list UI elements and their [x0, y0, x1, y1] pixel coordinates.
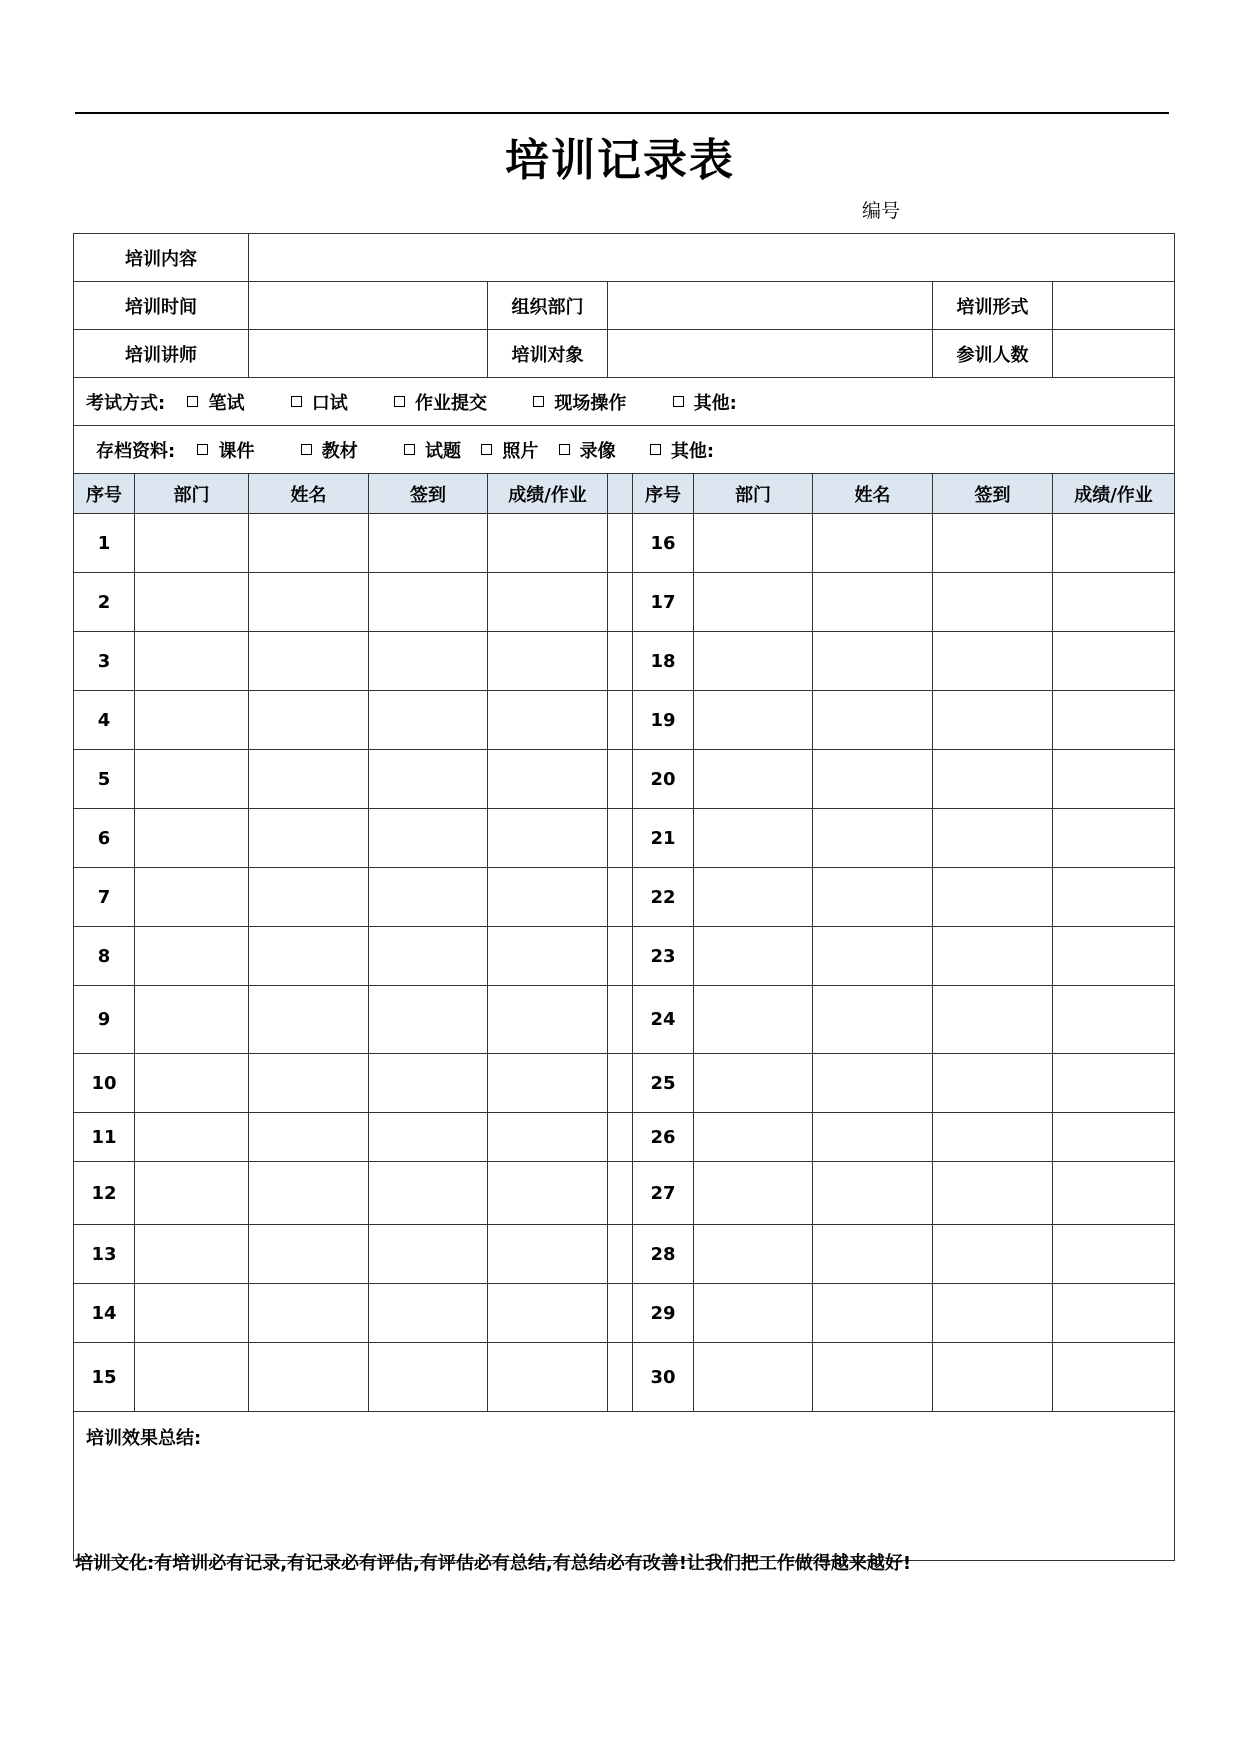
checkbox-icon[interactable]: [650, 444, 661, 455]
checkbox-icon[interactable]: [404, 444, 415, 455]
row-number: 17: [633, 573, 694, 632]
summary-label: 培训效果总结:: [86, 1428, 202, 1449]
row-number: 9: [74, 986, 135, 1054]
score-cell[interactable]: [488, 1343, 608, 1412]
archive-cell: [74, 426, 1175, 474]
signin-cell[interactable]: [369, 927, 488, 986]
dept-cell[interactable]: [135, 1162, 249, 1225]
row-number: 12: [74, 1162, 135, 1225]
signin-cell[interactable]: [933, 1113, 1053, 1162]
signin-cell[interactable]: [933, 514, 1053, 573]
archive-label: 存档资料:: [96, 440, 176, 462]
dept-cell[interactable]: [694, 1225, 813, 1284]
exam-option-onsite[interactable]: 现场操作: [533, 389, 626, 415]
lecturer-field[interactable]: [249, 330, 488, 378]
col-gap: [608, 1113, 633, 1162]
training-form-field[interactable]: [1053, 282, 1175, 330]
score-cell[interactable]: [488, 986, 608, 1054]
name-cell[interactable]: [249, 809, 369, 868]
score-cell[interactable]: [488, 868, 608, 927]
signin-cell[interactable]: [369, 750, 488, 809]
score-cell[interactable]: [1053, 927, 1175, 986]
dept-cell[interactable]: [135, 691, 249, 750]
dept-cell[interactable]: [135, 573, 249, 632]
col-gap: [608, 1054, 633, 1113]
archive-option-courseware[interactable]: 课件: [197, 437, 254, 463]
dept-cell[interactable]: [694, 573, 813, 632]
training-time-label: 培训时间: [74, 282, 249, 330]
signin-cell[interactable]: [933, 632, 1053, 691]
score-cell[interactable]: [1053, 632, 1175, 691]
score-cell[interactable]: [1053, 809, 1175, 868]
row-number: 7: [74, 868, 135, 927]
row-number: 6: [74, 809, 135, 868]
name-cell[interactable]: [813, 691, 933, 750]
dept-cell[interactable]: [135, 1054, 249, 1113]
signin-cell[interactable]: [933, 1284, 1053, 1343]
score-cell[interactable]: [1053, 514, 1175, 573]
checkbox-icon[interactable]: [197, 444, 208, 455]
name-cell[interactable]: [813, 1284, 933, 1343]
name-cell[interactable]: [249, 927, 369, 986]
score-cell[interactable]: [1053, 691, 1175, 750]
name-cell[interactable]: [249, 1162, 369, 1225]
training-target-field[interactable]: [608, 330, 933, 378]
checkbox-icon[interactable]: [481, 444, 492, 455]
signin-cell[interactable]: [933, 868, 1053, 927]
participant-count-field[interactable]: [1053, 330, 1175, 378]
checkbox-icon[interactable]: [187, 396, 198, 407]
row-number: 16: [633, 514, 694, 573]
dept-cell[interactable]: [694, 514, 813, 573]
signin-cell[interactable]: [369, 1343, 488, 1412]
name-cell[interactable]: [249, 1113, 369, 1162]
signin-cell[interactable]: [369, 573, 488, 632]
row-number: 20: [633, 750, 694, 809]
row-number: 23: [633, 927, 694, 986]
signin-cell[interactable]: [369, 1162, 488, 1225]
col-header-signin: 签到: [933, 474, 1053, 514]
row-number: 22: [633, 868, 694, 927]
info-row-lecturer: [74, 330, 1175, 378]
name-cell[interactable]: [249, 573, 369, 632]
row-number: 19: [633, 691, 694, 750]
col-gap: [608, 1225, 633, 1284]
row-number: 4: [74, 691, 135, 750]
score-cell[interactable]: [1053, 1113, 1175, 1162]
exam-option-homework[interactable]: 作业提交: [394, 389, 487, 415]
col-gap: [608, 514, 633, 573]
archive-option-photos[interactable]: 照片: [481, 437, 538, 463]
dept-cell[interactable]: [694, 1054, 813, 1113]
dept-cell[interactable]: [694, 1284, 813, 1343]
name-cell[interactable]: [249, 514, 369, 573]
col-header-name: 姓名: [249, 474, 369, 514]
score-cell[interactable]: [488, 1225, 608, 1284]
score-cell[interactable]: [1053, 1284, 1175, 1343]
dept-cell[interactable]: [694, 868, 813, 927]
table-row: [74, 809, 1175, 868]
col-gap: [608, 809, 633, 868]
table-row: [74, 927, 1175, 986]
summary-cell[interactable]: [74, 1412, 1175, 1561]
row-number: 3: [74, 632, 135, 691]
dept-cell[interactable]: [135, 514, 249, 573]
signin-cell[interactable]: [369, 1225, 488, 1284]
dept-cell[interactable]: [694, 1343, 813, 1412]
table-row: [74, 691, 1175, 750]
col-gap: [608, 750, 633, 809]
signin-cell[interactable]: [933, 1162, 1053, 1225]
training-record-form: [73, 233, 1175, 1561]
exam-method-cell: [74, 378, 1175, 426]
dept-cell[interactable]: [694, 986, 813, 1054]
signin-cell[interactable]: [369, 1054, 488, 1113]
col-header-score: 成绩/作业: [1053, 474, 1175, 514]
row-number: 10: [74, 1054, 135, 1113]
score-cell[interactable]: [488, 809, 608, 868]
checkbox-icon[interactable]: [394, 396, 405, 407]
row-number: 5: [74, 750, 135, 809]
col-header-dept: 部门: [135, 474, 249, 514]
table-row: [74, 632, 1175, 691]
col-header-dept: 部门: [694, 474, 813, 514]
row-number: 21: [633, 809, 694, 868]
score-cell[interactable]: [1053, 1162, 1175, 1225]
score-cell[interactable]: [1053, 1343, 1175, 1412]
exam-option-oral[interactable]: 口试: [291, 389, 348, 415]
col-header-score: 成绩/作业: [488, 474, 608, 514]
signin-cell[interactable]: [933, 1343, 1053, 1412]
name-cell[interactable]: [249, 1284, 369, 1343]
archive-option-other[interactable]: 其他:: [650, 437, 714, 463]
table-row: [74, 868, 1175, 927]
dept-cell[interactable]: [135, 1284, 249, 1343]
dept-cell[interactable]: [694, 750, 813, 809]
page-title: 培训记录表: [505, 135, 735, 186]
name-cell[interactable]: [813, 809, 933, 868]
score-cell[interactable]: [1053, 573, 1175, 632]
organizing-dept-label: 组织部门: [488, 282, 608, 330]
exam-method-row: [74, 378, 1175, 426]
score-cell[interactable]: [488, 927, 608, 986]
name-cell[interactable]: [813, 573, 933, 632]
name-cell[interactable]: [813, 1054, 933, 1113]
name-cell[interactable]: [249, 1225, 369, 1284]
signin-cell[interactable]: [933, 927, 1053, 986]
top-rule: [75, 112, 1169, 114]
col-gap: [608, 474, 633, 514]
archive-option-video[interactable]: 录像: [559, 437, 616, 463]
row-number: 29: [633, 1284, 694, 1343]
participant-count-label: 参训人数: [933, 330, 1053, 378]
info-row-time: [74, 282, 1175, 330]
name-cell[interactable]: [249, 691, 369, 750]
table-row: [74, 1162, 1175, 1225]
name-cell[interactable]: [813, 1162, 933, 1225]
col-gap: [608, 1284, 633, 1343]
name-cell[interactable]: [813, 514, 933, 573]
dept-cell[interactable]: [135, 868, 249, 927]
row-number: 13: [74, 1225, 135, 1284]
score-cell[interactable]: [488, 1054, 608, 1113]
score-cell[interactable]: [1053, 1225, 1175, 1284]
dept-cell[interactable]: [135, 927, 249, 986]
name-cell[interactable]: [813, 1343, 933, 1412]
dept-cell[interactable]: [135, 1225, 249, 1284]
checkbox-icon[interactable]: [301, 444, 312, 455]
row-number: 2: [74, 573, 135, 632]
row-number: 18: [633, 632, 694, 691]
signin-cell[interactable]: [369, 691, 488, 750]
info-row-content: [74, 234, 1175, 282]
dept-cell[interactable]: [694, 809, 813, 868]
row-number: 28: [633, 1225, 694, 1284]
signin-cell[interactable]: [933, 1054, 1053, 1113]
score-cell[interactable]: [488, 750, 608, 809]
col-gap: [608, 868, 633, 927]
name-cell[interactable]: [813, 632, 933, 691]
col-gap: [608, 632, 633, 691]
col-gap: [608, 1343, 633, 1412]
table-row: [74, 750, 1175, 809]
dept-cell[interactable]: [135, 1343, 249, 1412]
training-content-label: 培训内容: [74, 234, 249, 282]
score-cell[interactable]: [1053, 868, 1175, 927]
dept-cell[interactable]: [135, 986, 249, 1054]
exam-method-label: 考试方式:: [86, 392, 166, 414]
signin-cell[interactable]: [369, 986, 488, 1054]
col-gap: [608, 691, 633, 750]
archive-option-exam-papers[interactable]: 试题: [404, 437, 461, 463]
score-cell[interactable]: [488, 1284, 608, 1343]
row-number: 30: [633, 1343, 694, 1412]
archive-option-textbook[interactable]: 教材: [301, 437, 358, 463]
signin-cell[interactable]: [369, 1113, 488, 1162]
signin-cell[interactable]: [369, 514, 488, 573]
table-row: [74, 514, 1175, 573]
name-cell[interactable]: [813, 1225, 933, 1284]
name-cell[interactable]: [249, 868, 369, 927]
checkbox-icon[interactable]: [673, 396, 684, 407]
name-cell[interactable]: [249, 1343, 369, 1412]
score-cell[interactable]: [1053, 1054, 1175, 1113]
signin-cell[interactable]: [933, 691, 1053, 750]
signin-cell[interactable]: [933, 809, 1053, 868]
row-number: 1: [74, 514, 135, 573]
exam-option-other[interactable]: 其他:: [673, 389, 737, 415]
serial-number-label: 编号: [862, 200, 901, 222]
col-gap: [608, 927, 633, 986]
signin-cell[interactable]: [369, 1284, 488, 1343]
row-number: 11: [74, 1113, 135, 1162]
score-cell[interactable]: [488, 632, 608, 691]
training-content-field[interactable]: [249, 234, 1175, 282]
row-number: 15: [74, 1343, 135, 1412]
row-number: 27: [633, 1162, 694, 1225]
name-cell[interactable]: [249, 986, 369, 1054]
score-cell[interactable]: [488, 1113, 608, 1162]
checkbox-icon[interactable]: [291, 396, 302, 407]
training-culture-motto: 培训文化:有培训必有记录,有记录必有评估,有评估必有总结,有总结必有改善!让我们把工作做得越来越好!: [75, 1553, 912, 1574]
summary-row: [74, 1412, 1175, 1561]
archive-row: [74, 426, 1175, 474]
col-header-seq: 序号: [633, 474, 694, 514]
checkbox-icon[interactable]: [559, 444, 570, 455]
signin-cell[interactable]: [933, 750, 1053, 809]
score-cell[interactable]: [1053, 986, 1175, 1054]
table-row: [74, 1113, 1175, 1162]
table-row: [74, 1284, 1175, 1343]
name-cell[interactable]: [813, 986, 933, 1054]
checkbox-icon[interactable]: [533, 396, 544, 407]
exam-option-written[interactable]: 笔试: [187, 389, 244, 415]
row-number: 25: [633, 1054, 694, 1113]
score-cell[interactable]: [488, 1162, 608, 1225]
name-cell[interactable]: [813, 868, 933, 927]
name-cell[interactable]: [249, 1054, 369, 1113]
table-row: [74, 1343, 1175, 1412]
table-row: [74, 1054, 1175, 1113]
row-number: 26: [633, 1113, 694, 1162]
dept-cell[interactable]: [694, 1113, 813, 1162]
signin-cell[interactable]: [933, 1225, 1053, 1284]
row-number: 14: [74, 1284, 135, 1343]
signin-cell[interactable]: [369, 632, 488, 691]
col-gap: [608, 986, 633, 1054]
signin-cell[interactable]: [933, 986, 1053, 1054]
col-header-seq: 序号: [74, 474, 135, 514]
name-cell[interactable]: [813, 927, 933, 986]
lecturer-label: 培训讲师: [74, 330, 249, 378]
training-time-field[interactable]: [249, 282, 488, 330]
record-rows: [74, 514, 1175, 1412]
dept-cell[interactable]: [694, 691, 813, 750]
signin-cell[interactable]: [369, 809, 488, 868]
dept-cell[interactable]: [694, 927, 813, 986]
name-cell[interactable]: [249, 632, 369, 691]
row-number: 8: [74, 927, 135, 986]
score-cell[interactable]: [488, 691, 608, 750]
table-header-row: [74, 474, 1175, 514]
dept-cell[interactable]: [135, 1113, 249, 1162]
row-number: 24: [633, 986, 694, 1054]
dept-cell[interactable]: [135, 632, 249, 691]
training-target-label: 培训对象: [488, 330, 608, 378]
table-row: [74, 573, 1175, 632]
score-cell[interactable]: [488, 573, 608, 632]
table-row: [74, 986, 1175, 1054]
col-gap: [608, 573, 633, 632]
organizing-dept-field[interactable]: [608, 282, 933, 330]
name-cell[interactable]: [249, 750, 369, 809]
score-cell[interactable]: [488, 514, 608, 573]
col-header-name: 姓名: [813, 474, 933, 514]
signin-cell[interactable]: [933, 573, 1053, 632]
dept-cell[interactable]: [135, 750, 249, 809]
name-cell[interactable]: [813, 750, 933, 809]
dept-cell[interactable]: [694, 632, 813, 691]
col-gap: [608, 1162, 633, 1225]
score-cell[interactable]: [1053, 750, 1175, 809]
signin-cell[interactable]: [369, 868, 488, 927]
table-row: [74, 1225, 1175, 1284]
dept-cell[interactable]: [694, 1162, 813, 1225]
training-form-label: 培训形式: [933, 282, 1053, 330]
dept-cell[interactable]: [135, 809, 249, 868]
col-header-signin: 签到: [369, 474, 488, 514]
name-cell[interactable]: [813, 1113, 933, 1162]
